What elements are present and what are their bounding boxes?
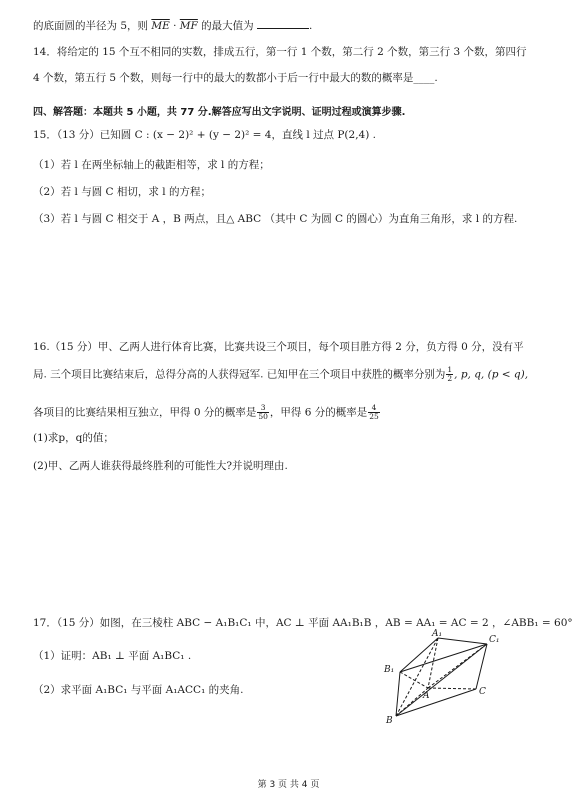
label-c: C [479,687,486,697]
q15-part-1: （1）若 l 在两坐标轴上的截距相等，求 l 的方程； [33,159,270,171]
q17-part-2: （2）求平面 A₁BC₁ 与平面 A₁ACC₁ 的夹角. [33,684,244,696]
fraction-denominator: 2 [447,374,453,383]
label-a: A [423,691,430,701]
label-c1: C₁ [489,635,500,645]
label-b: B [386,716,393,725]
q13-tail-line [33,18,569,33]
q13-text-1: 的底面圆的半径为 5，则 [33,20,152,32]
dot-operator: · [169,20,180,32]
fraction-numerator: 3 [257,404,269,413]
q13-text-3: . [309,20,313,32]
fraction-prob-six [368,404,380,421]
edge-a1c1 [438,638,487,644]
q16-line-1: 16.（15 分）甲、乙两人进行体育比赛，比赛共设三个项目，每个项目胜方得 2 分，负方得 0 分，没有平 [33,341,524,353]
prism-figure [380,628,505,725]
q15-part-2: （2）若 l 与圆 C 相切，求 l 的方程； [33,186,211,198]
q14-line-2: 4 个数，第五行 5 个数，则每一行中的最大的数都小于后一行中最大的数的概率是____. [33,72,438,84]
q17-head: 17．（15 分）如图，在三棱柱 ABC − A₁B₁C₁ 中，AC ⊥ 平面 AA₁B₁B ，AB = AA₁ = AC = 2 ，∠ABB₁ = 60° [33,617,573,629]
q16-line-3-text-b: ，甲得 6 分的概率是 [269,406,368,419]
edge-a1b1 [400,638,438,672]
edge-ac-hidden [428,688,476,689]
vector-me: $\overline{ME}$ [151,20,170,32]
fraction-prob-zero [257,404,269,421]
vector-mf: $\overline{MF}$ [179,20,198,32]
q16-line-3 [33,404,569,421]
label-a1: A₁ [432,629,443,639]
fraction-numerator: 1 [447,365,453,374]
page-footer: 第 3 页 共 4 页 [257,780,320,790]
q16-line-2-math: , p, q, (p < q), [454,368,529,381]
edge-b1c1 [400,644,487,672]
fraction-denominator: 50 [258,412,268,421]
section-header: 四、解答题：本题共 5 小题，共 77 分.解答应写出文字说明、证明过程或演算步骤. [33,107,406,118]
q14-line-1: 14．将给定的 15 个互不相同的实数，排成五行，第一行 1 个数，第二行 2 个数，第三行 3 个数，第四行 [33,46,527,58]
fraction-numerator: 4 [368,404,380,413]
q16-line-3-text-a: 各项目的比赛结果相互独立，甲得 0 分的概率是 [33,406,257,419]
q17-part-1: （1）证明：AB₁ ⊥ 平面 A₁BC₁ . [33,650,192,662]
q15-head: 15．（13 分）已知圆 C : (x − 2)² + (y − 2)² = 4，直线 l 过点 P(2,4) . [33,129,376,141]
label-b1: B₁ [384,665,395,675]
fraction-one-half [446,366,453,383]
q16-line-2-text: 局. 三个项目比赛结束后，总得分高的人获得冠军. 已知甲在三个项目中获胜的概率分别为 [33,368,446,381]
q15-part-3: （3）若 l 与圆 C 相交于 A ，B 两点，且△ ABC （其中 C 为圆 C 的圆心）为直角三角形，求 l 的方程. [33,213,518,225]
q16-part-1: (1)求p，q的值； [33,432,114,444]
q13-text-2: 的最大值为 [197,20,258,32]
q16-line-2 [33,366,569,383]
answer-blank [257,18,309,29]
segment-b1a-hidden [400,672,428,688]
q16-part-2: (2)甲、乙两人谁获得最终胜利的可能性大?并说明理由. [33,460,288,472]
fraction-denominator: 25 [369,412,379,421]
